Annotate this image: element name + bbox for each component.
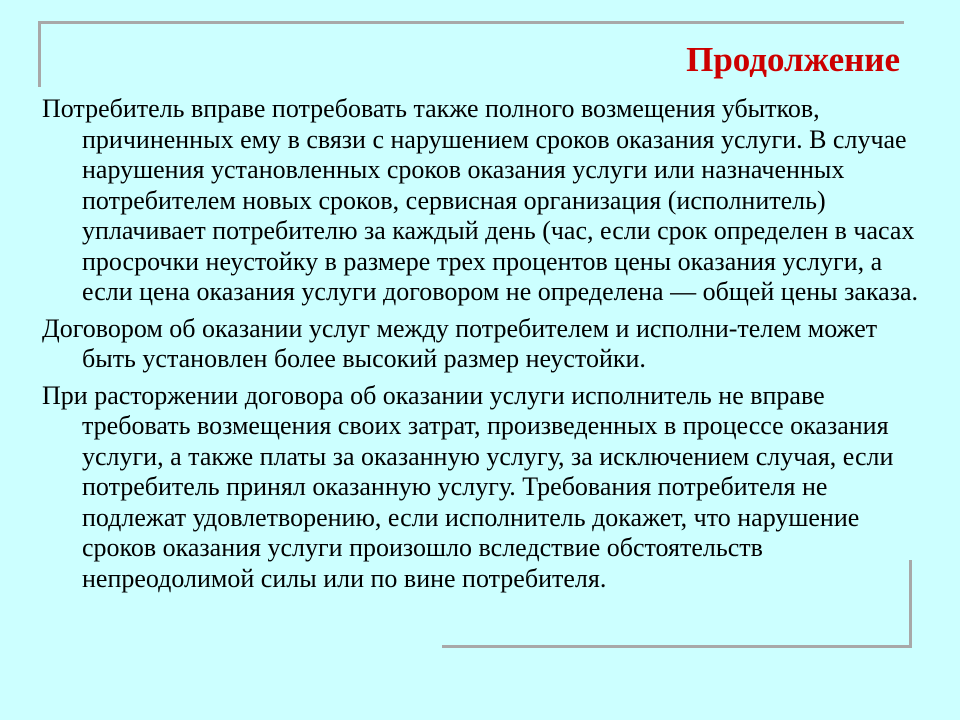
frame-left-line xyxy=(38,21,41,87)
paragraph-compensation: Потребитель вправе потребовать также полного возмещения убытков, причиненных ему в связи с нарушением сроков оказания услуги. В случае нарушения установленных сроков оказания услуги или назначенных потребителем новых сроков, сервисная организация (исполнитель) уплачивает потребителю за каждый день (час, если срок определен в часах просрочки неустойку в размере трех процентов цены оказания услуги, а если цена оказания услуги договором не определена — общей цены заказа. xyxy=(42,94,919,306)
paragraph-termination: При расторжении договора об оказании услуги исполнитель не вправе требовать возмещения своих затрат, произведенных в процессе оказания услуги, а также платы за оказанную услугу, за исключением случая, если потребитель принял оказанную услугу. Требования потребителя не подлежат удовлетворению, если исполнитель докажет, что нарушение сроков оказания услуги произошло вследствие обстоятельств непреодолимой силы или по вине потребителя. xyxy=(42,380,894,593)
slide-body xyxy=(42,94,922,600)
frame-bottom-line xyxy=(442,645,912,648)
slide-title: Продолжение xyxy=(686,40,900,79)
frame-top-line xyxy=(38,21,904,24)
paragraph-contract-penalty: Договором об оказании услуг между потребителем и исполни-телем может быть установлен более высокий размер неустойки. xyxy=(42,313,878,373)
